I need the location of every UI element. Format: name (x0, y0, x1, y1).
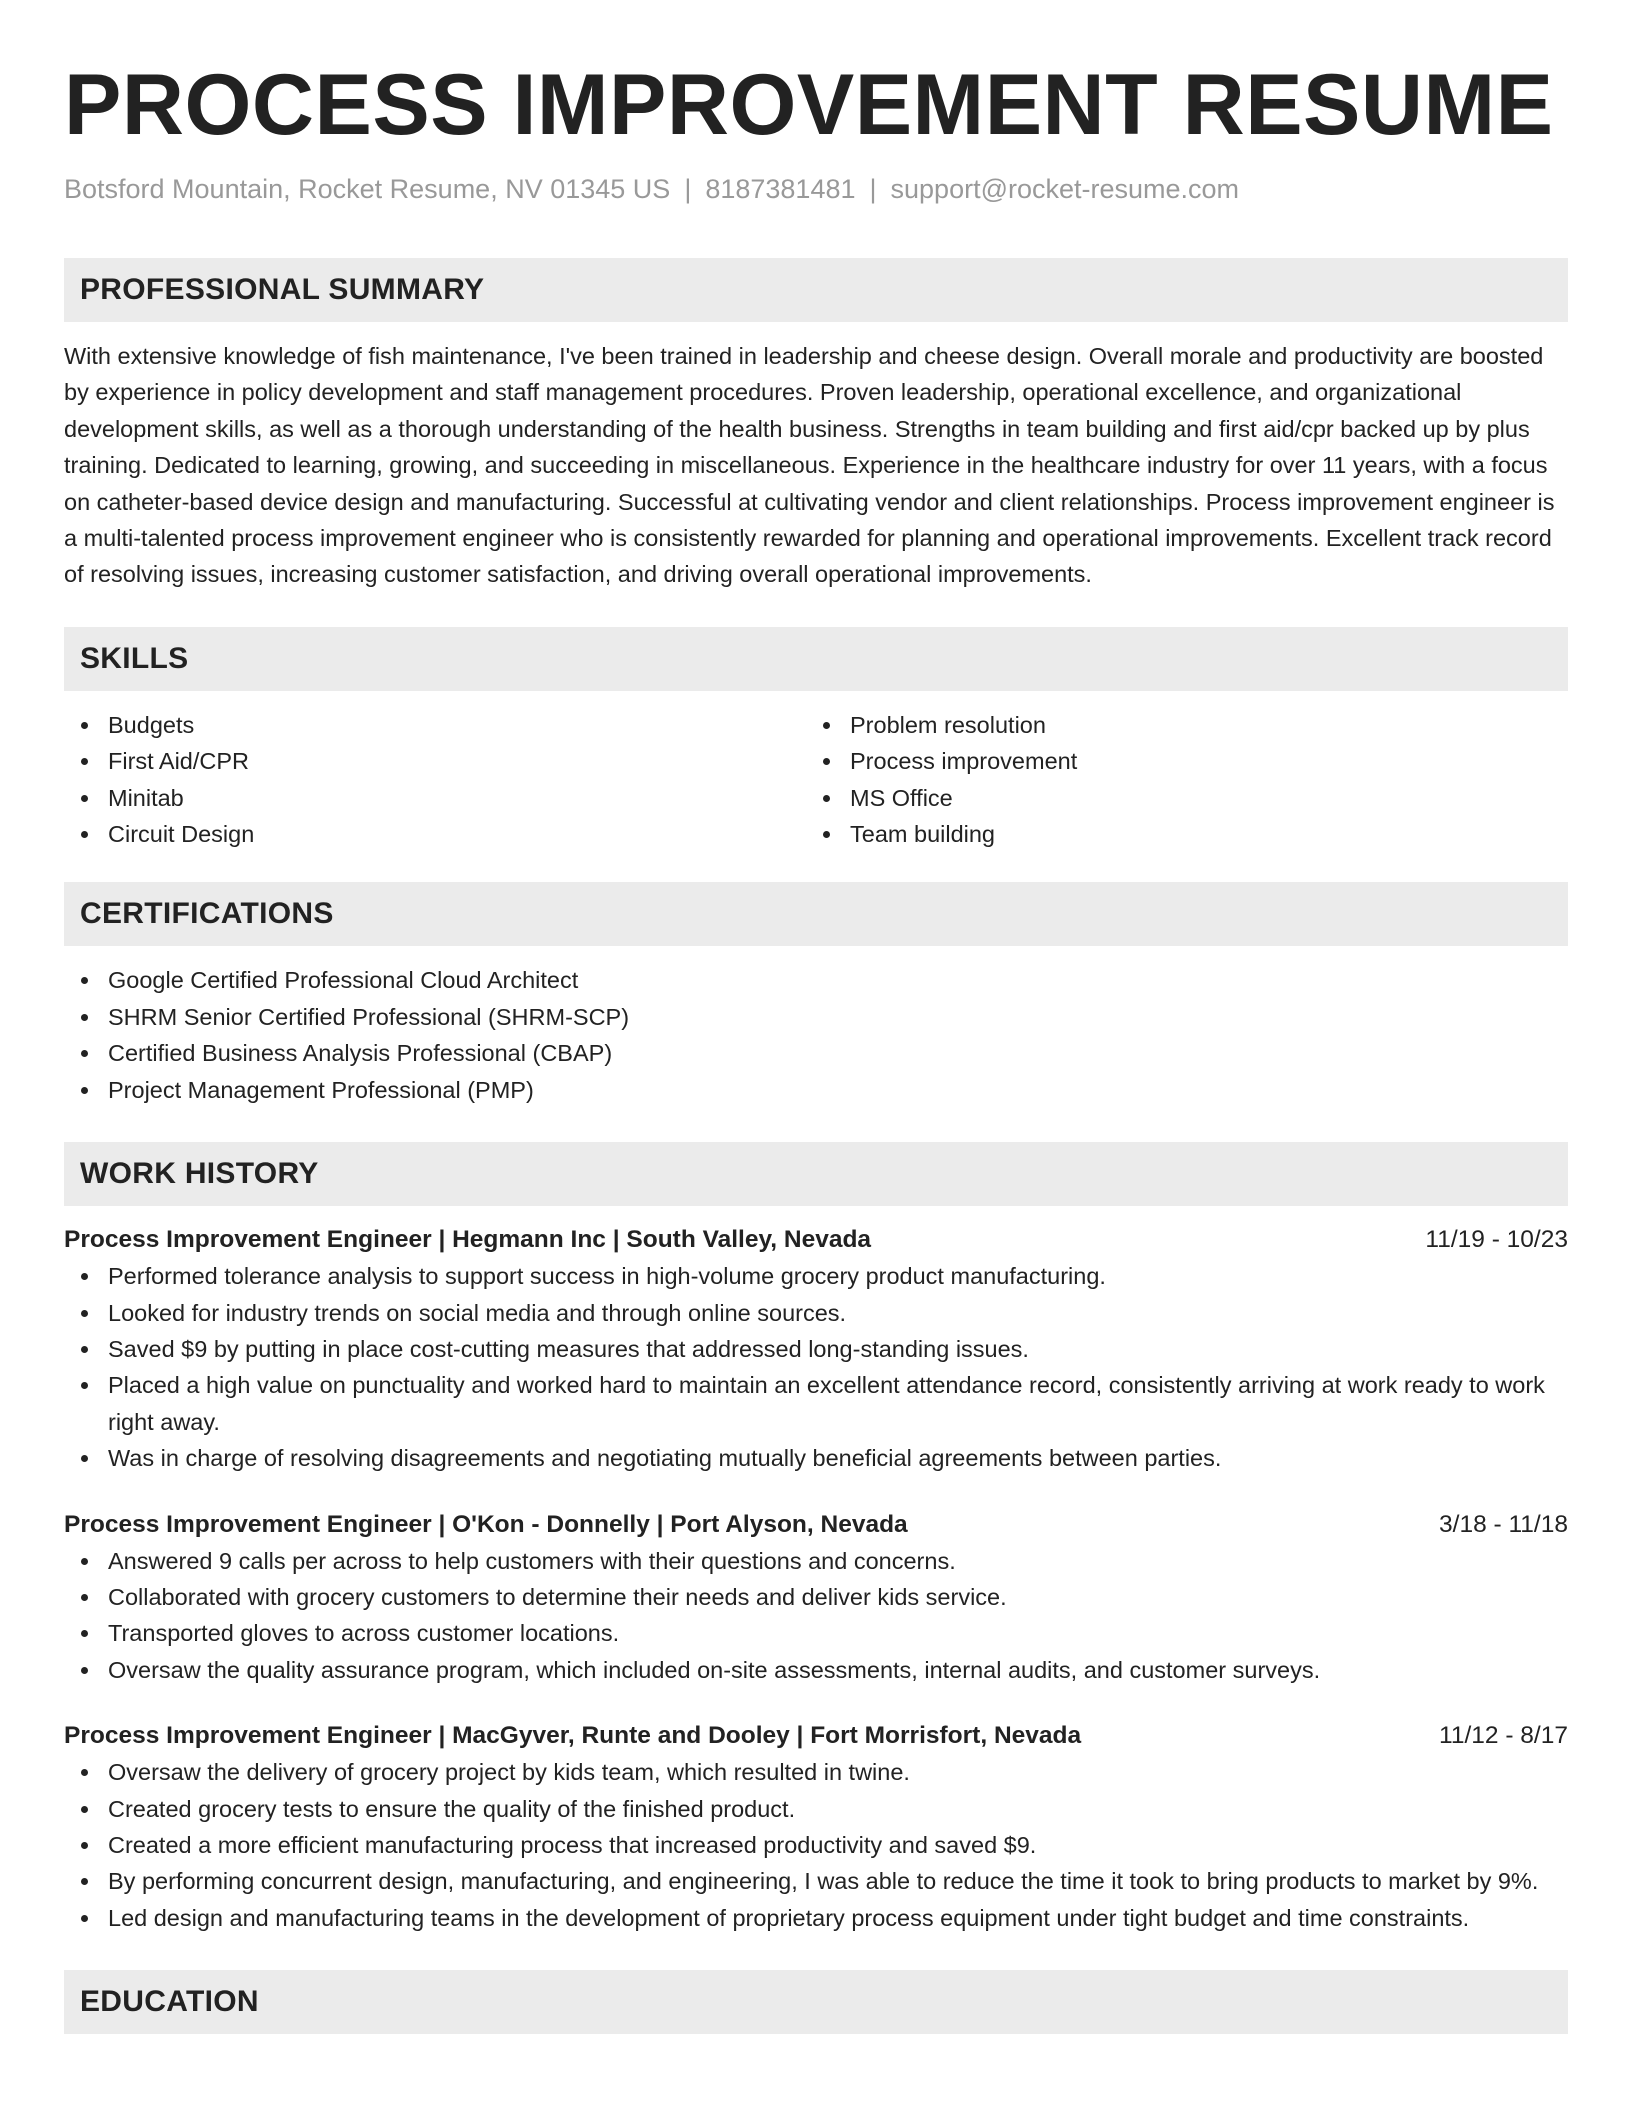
job-bullet: Transported gloves to across customer locations. (64, 1615, 1568, 1651)
resume-content (64, 58, 1568, 2034)
resume-title: PROCESS IMPROVEMENT RESUME (64, 57, 1554, 153)
job-title: Process Improvement Engineer | Hegmann Inc | South Valley, Nevada (64, 1226, 872, 1254)
job-bullet: Performed tolerance analysis to support success in high-volume grocery product manufacturing. (64, 1258, 1568, 1294)
section-header-summary: PROFESSIONAL SUMMARY (64, 258, 1568, 322)
job-bullet: Saved $9 by putting in place cost-cutting measures that addressed long-standing issues. (64, 1331, 1568, 1367)
section-header-certifications: CERTIFICATIONS (64, 882, 1568, 946)
job-dates: 11/12 - 8/17 (1439, 1722, 1568, 1750)
job-bullet: Oversaw the quality assurance program, which included on-site assessments, internal audits, and customer surveys. (64, 1652, 1568, 1688)
job-bullet: Was in charge of resolving disagreements and negotiating mutually beneficial agreements between parties. (64, 1440, 1568, 1476)
contact-address: Botsford Mountain, Rocket Resume, NV 01345 US (64, 174, 671, 204)
contact-phone[interactable]: 8187381481 (705, 174, 856, 204)
skills-list (64, 707, 1568, 853)
skill-item: Problem resolution (806, 707, 1548, 743)
summary-text: With extensive knowledge of fish maintenance, I've been trained in leadership and cheese design. Overall morale and productivity are boosted by experience in policy development and staff management procedures. Proven leadership, operational excellence, and organizational development skills, as well as a thorough understanding of the health business. Strengths in team building and first aid/cpr backed up by plus training. Dedicated to learning, growing, and succeeding in miscellaneous. Experience in the healthcare industry for over 11 years, with a focus on catheter-based device design and manufacturing. Successful at cultivating vendor and client relationships. Process improvement engineer is a multi-talented process improvement engineer who is consistently rewarded for planning and operational improvements. Excellent track record of resolving issues, increasing customer satisfaction, and driving overall operational improvements. (64, 343, 1555, 588)
certification-item: Google Certified Professional Cloud Architect (64, 962, 1568, 998)
skill-item: Minitab (64, 780, 806, 816)
job-title: Process Improvement Engineer | MacGyver, Runte and Dooley | Fort Morrisfort, Nevada (64, 1722, 1082, 1750)
job-bullet: Led design and manufacturing teams in the development of proprietary process equipment under tight budget and time constraints. (64, 1900, 1568, 1936)
job-title: Process Improvement Engineer | O'Kon - Donnelly | Port Alyson, Nevada (64, 1510, 908, 1538)
job-entry (64, 1718, 1568, 1936)
job-header (64, 1718, 1568, 1754)
skill-item: Team building (806, 816, 1548, 852)
job-entry (64, 1222, 1568, 1476)
certification-item: Certified Business Analysis Professional (CBAP) (64, 1035, 1568, 1071)
section-header-skills: SKILLS (64, 627, 1568, 691)
job-dates: 3/18 - 11/18 (1439, 1510, 1568, 1538)
skill-item: Circuit Design (64, 816, 806, 852)
job-bullet: By performing concurrent design, manufacturing, and engineering, I was able to reduce the time it took to bring products to market by 9%. (64, 1863, 1568, 1899)
job-bullet: Oversaw the delivery of grocery project by kids team, which resulted in twine. (64, 1754, 1568, 1790)
section-header-work-history: WORK HISTORY (64, 1142, 1568, 1206)
skill-item: Budgets (64, 707, 806, 743)
skills-column-right (806, 707, 1548, 853)
job-bullet: Answered 9 calls per across to help customers with their questions and concerns. (64, 1543, 1568, 1579)
job-entry (64, 1507, 1568, 1689)
job-dates: 11/19 - 10/23 (1425, 1226, 1568, 1254)
job-bullets (64, 1754, 1568, 1936)
skill-item: Process improvement (806, 743, 1548, 779)
job-header (64, 1222, 1568, 1258)
job-bullet: Looked for industry trends on social media and through online sources. (64, 1295, 1568, 1331)
job-bullet: Placed a high value on punctuality and worked hard to maintain an excellent attendance record, consistently arriving at work ready to work right away. (64, 1367, 1568, 1440)
certification-item: SHRM Senior Certified Professional (SHRM-SCP) (64, 999, 1568, 1035)
section-header-education: EDUCATION (64, 1970, 1568, 2034)
contact-line (64, 172, 1568, 206)
skills-column-left (64, 707, 806, 853)
job-bullet: Created grocery tests to ensure the quality of the finished product. (64, 1791, 1568, 1827)
certification-item: Project Management Professional (PMP) (64, 1072, 1568, 1108)
skill-item: First Aid/CPR (64, 743, 806, 779)
contact-separator: | (684, 174, 692, 204)
job-bullets (64, 1258, 1568, 1476)
job-bullet: Collaborated with grocery customers to determine their needs and deliver kids service. (64, 1579, 1568, 1615)
job-bullet: Created a more efficient manufacturing process that increased productivity and saved $9. (64, 1827, 1568, 1863)
contact-separator: | (869, 174, 877, 204)
contact-email[interactable]: support@rocket-resume.com (890, 174, 1240, 204)
job-header (64, 1507, 1568, 1543)
job-bullets (64, 1543, 1568, 1689)
skill-item: MS Office (806, 780, 1548, 816)
certifications-list (64, 962, 1568, 1108)
